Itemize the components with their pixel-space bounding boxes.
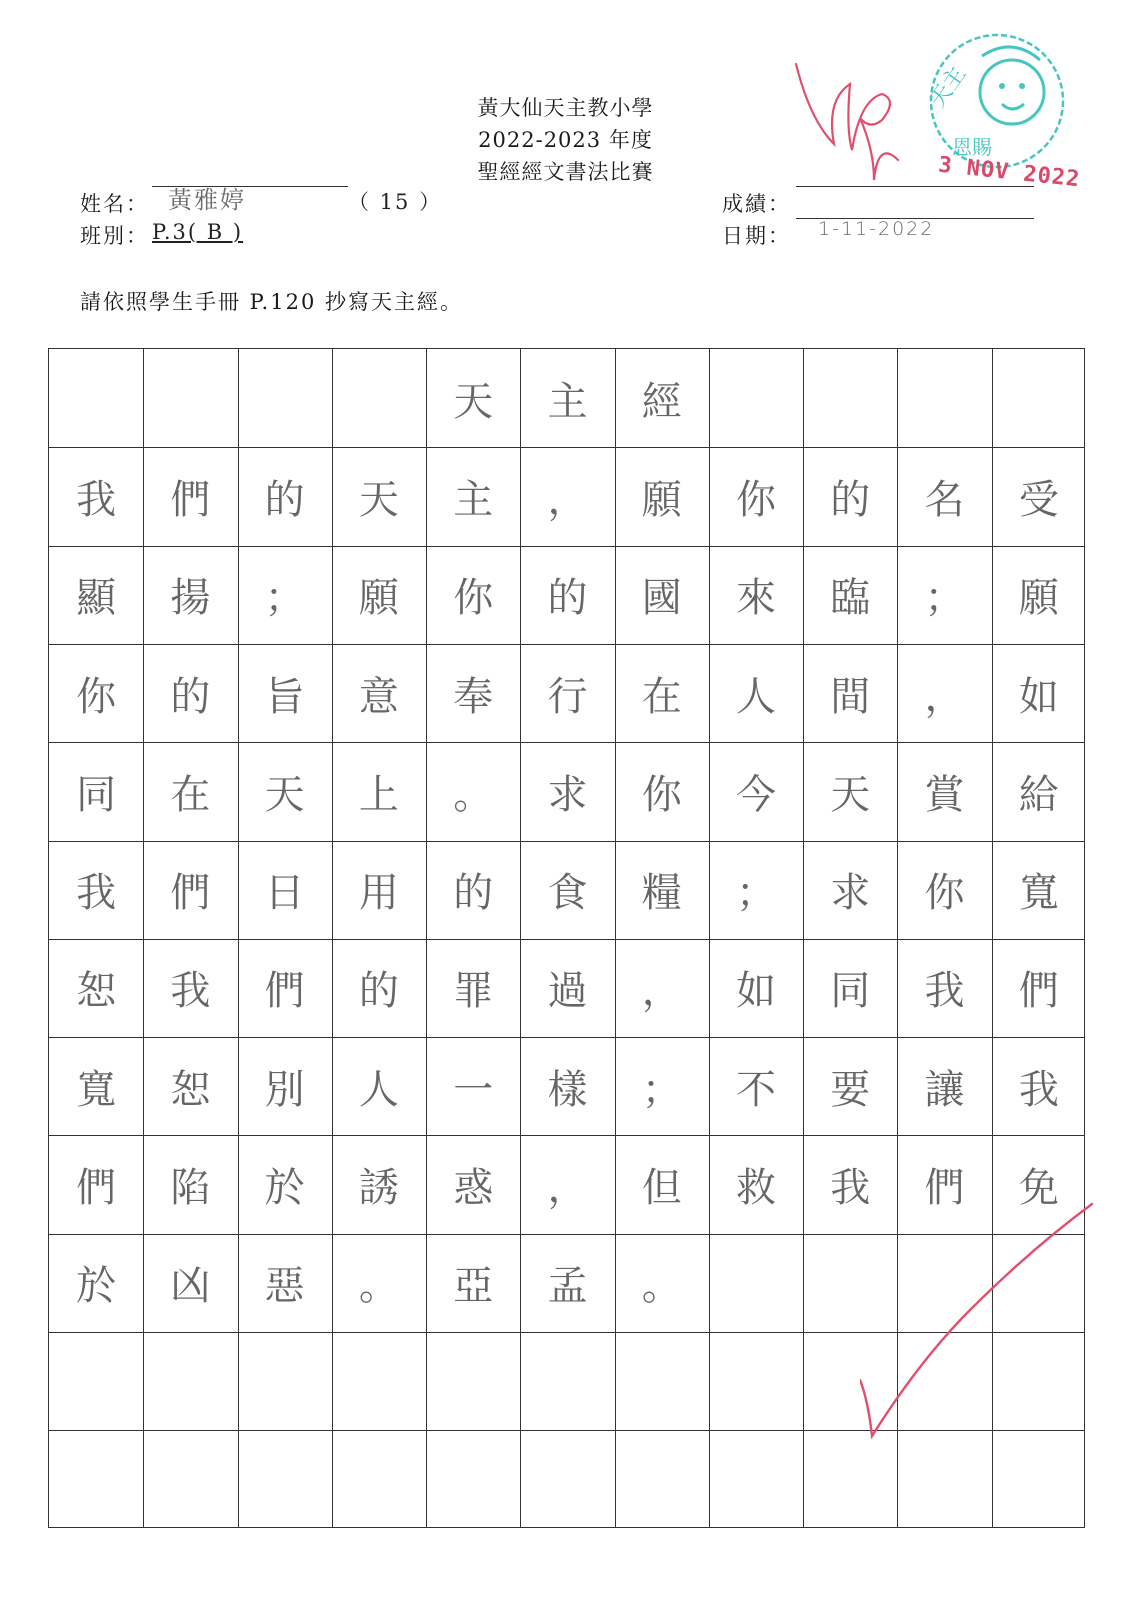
grid-cell: 凶 (170, 1263, 211, 1310)
grid-cell: 你 (453, 575, 494, 622)
grid-cell: 陷 (170, 1165, 211, 1212)
stamp-date: 3 NOV 2022 (937, 152, 1082, 193)
grid-cell: 同 (830, 968, 871, 1015)
grid-cell: 一 (453, 1066, 494, 1113)
grid-cell (332, 1332, 426, 1430)
grid-cell: ； (736, 870, 776, 917)
grid-cell: 經 (641, 378, 682, 425)
grid-cell: 孟 (547, 1263, 588, 1310)
grid-cell: 要 (830, 1066, 871, 1113)
grid-cell (143, 1332, 237, 1430)
svg-text:天主: 天主 (925, 62, 971, 113)
grid-row (49, 1037, 1084, 1135)
grid-cell: ； (264, 575, 305, 622)
grid-cell (238, 349, 332, 447)
grid-cell: 但 (641, 1165, 682, 1212)
grid-cell: 間 (830, 673, 871, 720)
grid-cell (426, 1332, 520, 1430)
grid-cell: 惑 (453, 1165, 494, 1212)
grid-cell: 我 (924, 968, 965, 1015)
grid-cell (520, 1430, 614, 1528)
grid-cell: 。 (453, 771, 494, 818)
grid-cell (520, 1332, 614, 1430)
grid-cell: 主 (547, 378, 588, 425)
grid-cell: 旨 (264, 673, 305, 720)
grid-cell: 揚 (170, 575, 211, 622)
grid-cell (709, 1332, 803, 1430)
grid-row-line (49, 546, 1084, 547)
grid-cell: 的 (830, 476, 871, 523)
grid-cell: 意 (358, 673, 399, 720)
grid-cell: 你 (641, 771, 682, 818)
grid-cell: 恕 (170, 1066, 211, 1113)
grid-row (49, 447, 1084, 545)
grid-cell: 顯 (76, 575, 117, 622)
grid-cell (709, 1234, 803, 1332)
grid-cell: 國 (641, 575, 682, 622)
grid-row (49, 841, 1084, 939)
grid-cell: 同 (76, 771, 117, 818)
grid-cell: 日 (264, 870, 305, 917)
grid-row (49, 546, 1084, 644)
grid-cell: ， (547, 476, 588, 523)
grid-cell: 人 (358, 1066, 399, 1113)
grid-cell: 的 (170, 673, 211, 720)
grid-cell (332, 1430, 426, 1528)
grid-cell: 用 (358, 870, 399, 917)
grid-cell: 天 (830, 771, 871, 818)
grid-cell: 恕 (76, 968, 117, 1015)
grid-cell: 。 (641, 1263, 682, 1310)
grid-cell (238, 1430, 332, 1528)
grid-cell (992, 349, 1086, 447)
grid-cell: 如 (1018, 673, 1059, 720)
date-label: 日期： (722, 224, 791, 248)
grid-cell: 寬 (1018, 870, 1059, 917)
grid-cell: 你 (736, 476, 776, 523)
grid-cell: 名 (924, 476, 965, 523)
school-name: 黃大仙天主教小學 (477, 96, 654, 120)
grid-cell (709, 349, 803, 447)
grid-cell: 我 (76, 870, 117, 917)
grid-cell: 們 (1018, 968, 1059, 1015)
grid-cell (615, 1430, 709, 1528)
grid-cell: 願 (641, 476, 682, 523)
grid-cell: 們 (924, 1165, 965, 1212)
grid-cell: 我 (76, 476, 117, 523)
grid-row-line (49, 1135, 1084, 1136)
grid-cell: 的 (547, 575, 588, 622)
class-label: 班別： (80, 224, 149, 248)
grid-cell: 行 (547, 673, 588, 720)
date-value: 1-11-2022 (818, 218, 935, 240)
student-number: （ 15 ） (348, 190, 443, 214)
grid-row-line (49, 1037, 1084, 1038)
grid-cell: 今 (736, 771, 776, 818)
grid-cell: 們 (170, 476, 211, 523)
grid-cell: 如 (736, 968, 776, 1015)
grid-cell: 樣 (547, 1066, 588, 1113)
grid-cell: 求 (547, 771, 588, 818)
grid-row-line (49, 447, 1084, 448)
grid-cell: 來 (736, 575, 776, 622)
grid-cell: 不 (736, 1066, 776, 1113)
grid-cell: 受 (1018, 476, 1059, 523)
grid-row (49, 644, 1084, 742)
grid-cell: 免 (1018, 1165, 1059, 1212)
grid-cell: 上 (358, 771, 399, 818)
grid-cell (426, 1430, 520, 1528)
grid-cell: 我 (1018, 1066, 1059, 1113)
grid-cell: 誘 (358, 1165, 399, 1212)
name-value: 黃雅婷 (168, 186, 246, 214)
grid-cell: 罪 (453, 968, 494, 1015)
grid-cell: 天 (264, 771, 305, 818)
grid-cell: 願 (1018, 575, 1059, 622)
check-mark-icon (860, 1200, 1100, 1450)
grid-cell (803, 349, 897, 447)
grade-label: 成績： (722, 192, 791, 216)
signature-mark (790, 60, 940, 210)
grid-cell (897, 349, 991, 447)
grid-cell: 願 (358, 575, 399, 622)
grid-cell: 們 (76, 1165, 117, 1212)
instruction-text: 請依照學生手冊 P.120 抄寫天主經。 (80, 290, 463, 314)
grid-cell (238, 1332, 332, 1430)
grid-cell (332, 349, 426, 447)
grid-cell: 寬 (76, 1066, 117, 1113)
grid-cell: 你 (924, 870, 965, 917)
grid-cell: 你 (76, 673, 117, 720)
grid-cell: ， (924, 673, 965, 720)
grid-cell (49, 349, 143, 447)
grid-cell: 在 (170, 771, 211, 818)
grid-row-line (49, 742, 1084, 743)
grid-cell: 我 (830, 1165, 871, 1212)
grid-row-line (49, 939, 1084, 940)
grid-cell: 糧 (641, 870, 682, 917)
grid-row (49, 939, 1084, 1037)
grid-cell: 別 (264, 1066, 305, 1113)
grid-cell: 過 (547, 968, 588, 1015)
grid-cell: 亞 (453, 1263, 494, 1310)
competition-title: 聖經經文書法比賽 (477, 160, 654, 184)
grid-cell: 賞 (924, 771, 965, 818)
school-year: 2022-2023 年度 (478, 128, 653, 152)
grid-cell: 讓 (924, 1066, 965, 1113)
grid-cell: 奉 (453, 673, 494, 720)
grid-cell: 求 (830, 870, 871, 917)
grid-cell: 主 (453, 476, 494, 523)
grid-cell: 惡 (264, 1263, 305, 1310)
grid-cell: 在 (641, 673, 682, 720)
grid-cell: 天 (453, 378, 494, 425)
grid-cell: 於 (76, 1263, 117, 1310)
grid-cell (143, 349, 237, 447)
name-label: 姓名： (80, 192, 149, 216)
grid-row (49, 349, 1084, 447)
grid-cell: 天 (358, 476, 399, 523)
grid-row-line (49, 644, 1084, 645)
grid-cell: ； (924, 575, 965, 622)
svg-text:恩賜: 恩賜 (952, 135, 992, 159)
grid-cell: 們 (264, 968, 305, 1015)
grid-cell: 。 (358, 1263, 399, 1310)
grid-cell: 的 (264, 476, 305, 523)
grid-cell: 我 (170, 968, 211, 1015)
grid-cell (709, 1430, 803, 1528)
grid-cell: 救 (736, 1165, 776, 1212)
grid-cell: ； (641, 1066, 682, 1113)
grid-cell: 食 (547, 870, 588, 917)
class-value: P.3( B ) (152, 220, 244, 244)
grid-cell: 的 (358, 968, 399, 1015)
grid-cell: 的 (453, 870, 494, 917)
grid-cell (49, 1430, 143, 1528)
grid-cell: 們 (170, 870, 211, 917)
grid-cell: 臨 (830, 575, 871, 622)
grid-cell: ， (641, 968, 682, 1015)
grid-cell (49, 1332, 143, 1430)
grid-cell: ， (547, 1165, 588, 1212)
grid-cell: 給 (1018, 771, 1059, 818)
grid-cell (615, 1332, 709, 1430)
grid-row-line (49, 841, 1084, 842)
grid-cell: 於 (264, 1165, 305, 1212)
grid-cell (143, 1430, 237, 1528)
grid-cell: 人 (736, 673, 776, 720)
grid-row (49, 742, 1084, 840)
